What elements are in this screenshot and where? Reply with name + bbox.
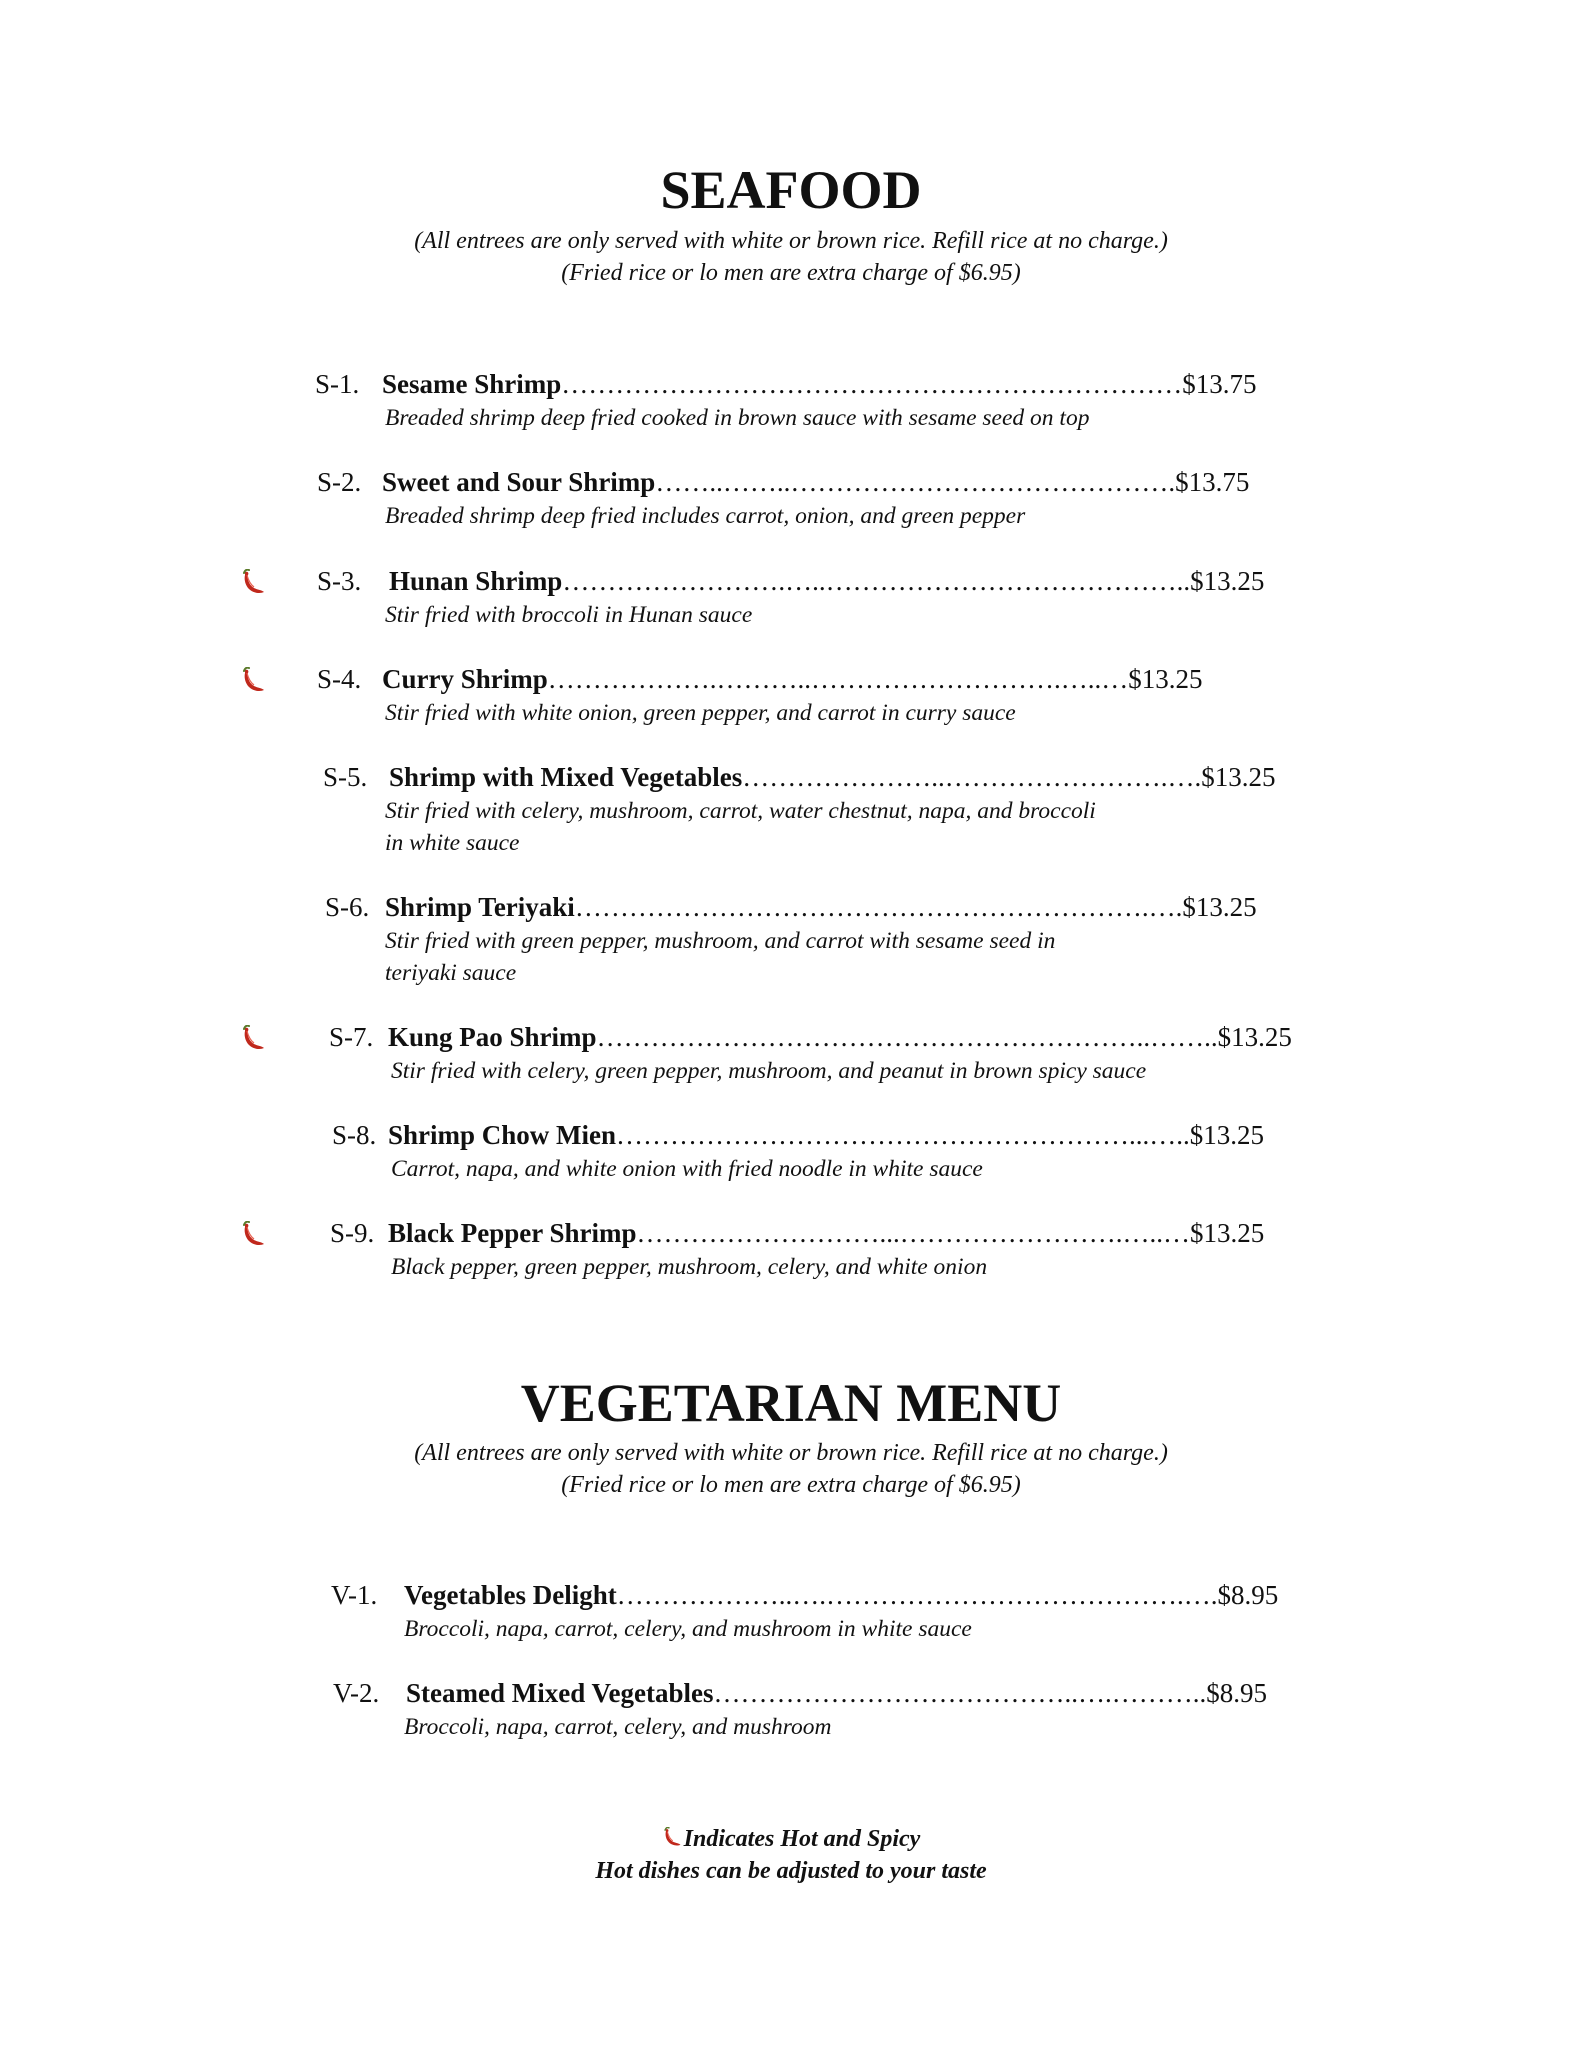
item-code: S-7. — [329, 1022, 374, 1052]
menu-item-s8 — [0, 1119, 1582, 1189]
spicy-adjust-note: Hot dishes can be adjusted to your taste — [595, 1858, 987, 1884]
item-name: Shrimp with Mixed Vegetables — [389, 762, 743, 792]
item-price: $8.95 — [1206, 1678, 1267, 1708]
item-code: S-1. — [315, 369, 360, 399]
item-price: $13.75 — [1175, 467, 1250, 497]
item-description: Breaded shrimp deep fried includes carrot, onion, and green pepper — [385, 503, 1026, 529]
menu-item-s7 — [0, 1021, 1582, 1091]
item-description-cont: teriyaki sauce — [385, 960, 517, 986]
item-description: Stir fried with white onion, green pepper, and carrot in curry sauce — [385, 700, 1016, 726]
menu-item-s2 — [0, 466, 1582, 536]
item-name: Sesame Shrimp — [382, 369, 562, 399]
leader-dots: ……………………………………………………..…….. — [596, 1022, 1218, 1052]
item-code: S-9. — [330, 1218, 375, 1248]
item-code: S-3. — [317, 566, 362, 596]
spicy-legend-text: Indicates Hot and Spicy — [683, 1826, 921, 1852]
item-description: Stir fried with broccoli in Hunan sauce — [385, 602, 753, 628]
seafood-note-rice: (All entrees are only served with white or brown rice. Refill rice at no charge.) — [414, 228, 1168, 254]
leader-dots: …………………..…………………….…. — [742, 762, 1202, 792]
seafood-note-fried-rice: (Fried rice or lo men are extra charge of $6.95) — [561, 260, 1021, 286]
chili-pepper-icon — [240, 1221, 266, 1247]
chili-pepper-icon — [240, 1025, 266, 1051]
vegetarian-title: VEGETARIAN MENU — [520, 1373, 1062, 1433]
menu-item-s3 — [0, 565, 1582, 635]
item-price: $13.25 — [1190, 566, 1265, 596]
item-name: Hunan Shrimp — [389, 566, 563, 596]
leader-dots: ………………………...…………………….…..… — [636, 1218, 1191, 1248]
vegetarian-note-rice: (All entrees are only served with white or brown rice. Refill rice at no charge.) — [414, 1440, 1168, 1466]
item-name: Steamed Mixed Vegetables — [406, 1678, 714, 1708]
leader-dots: ……………….………..……………………….…..… — [547, 664, 1129, 694]
leader-dots: …………………………………………………...….. — [616, 1120, 1190, 1150]
item-name: Kung Pao Shrimp — [388, 1022, 597, 1052]
item-code: S-2. — [317, 467, 362, 497]
leader-dots: ……………………………………………………….…. — [574, 892, 1183, 922]
chili-pepper-icon — [240, 667, 266, 693]
item-description-cont: in white sauce — [385, 830, 520, 856]
item-name: Shrimp Chow Mien — [388, 1120, 617, 1150]
item-name: Shrimp Teriyaki — [385, 892, 575, 922]
item-description: Breaded shrimp deep fried cooked in brown sauce with sesame seed on top — [385, 405, 1090, 431]
item-code: V-2. — [333, 1678, 380, 1708]
item-description: Broccoli, napa, carrot, celery, and mushroom in white sauce — [404, 1616, 972, 1642]
menu-item-v1 — [0, 1579, 1582, 1649]
item-description: Stir fried with celery, mushroom, carrot, water chestnut, napa, and broccoli — [385, 798, 1096, 824]
item-name: Sweet and Sour Shrimp — [382, 467, 656, 497]
item-price: $13.25 — [1217, 1022, 1292, 1052]
item-price: $13.25 — [1201, 762, 1276, 792]
leader-dots: ……..……..……………………………………. — [655, 467, 1176, 497]
item-price: $13.25 — [1128, 664, 1203, 694]
item-price: $13.25 — [1189, 1120, 1265, 1150]
item-code: S-5. — [323, 762, 368, 792]
chili-pepper-icon — [240, 569, 266, 595]
menu-item-s5 — [0, 761, 1582, 861]
menu-item-s9 — [0, 1217, 1582, 1287]
menu-item-v2 — [0, 1677, 1582, 1747]
leader-dots: …………………………………..….……….. — [713, 1678, 1207, 1708]
item-description: Carrot, napa, and white onion with fried noodle in white sauce — [391, 1156, 983, 1182]
leader-dots: …………………………………………………………… — [561, 369, 1183, 399]
item-description: Broccoli, napa, carrot, celery, and mushroom — [404, 1714, 832, 1740]
seafood-title: SEAFOOD — [660, 160, 922, 220]
chili-pepper-icon — [662, 1826, 682, 1848]
item-name: Black Pepper Shrimp — [388, 1218, 637, 1248]
menu-item-s6 — [0, 891, 1582, 991]
item-price: $13.25 — [1182, 892, 1257, 922]
item-code: S-8. — [332, 1120, 377, 1150]
spicy-legend — [0, 1824, 1582, 1855]
item-description: Stir fried with celery, green pepper, mushroom, and peanut in brown spicy sauce — [391, 1058, 1147, 1084]
item-code: S-6. — [325, 892, 370, 922]
item-name: Curry Shrimp — [382, 664, 548, 694]
leader-dots: …………………….…..………………………………….. — [562, 566, 1191, 596]
item-name: Vegetables Delight — [404, 1580, 617, 1610]
item-price: $13.75 — [1182, 369, 1257, 399]
item-code: S-4. — [317, 664, 362, 694]
item-description: Stir fried with green pepper, mushroom, and carrot with sesame seed in — [385, 928, 1056, 954]
menu-item-s1 — [0, 368, 1582, 438]
item-price: $8.95 — [1217, 1580, 1279, 1610]
menu-item-s4 — [0, 663, 1582, 733]
vegetarian-note-fried-rice: (Fried rice or lo men are extra charge of $6.95) — [561, 1472, 1021, 1498]
leader-dots: ………………..….………………………………….…. — [616, 1580, 1218, 1610]
item-price: $13.25 — [1190, 1218, 1265, 1248]
item-description: Black pepper, green pepper, mushroom, celery, and white onion — [391, 1254, 988, 1280]
item-code: V-1. — [331, 1580, 378, 1610]
